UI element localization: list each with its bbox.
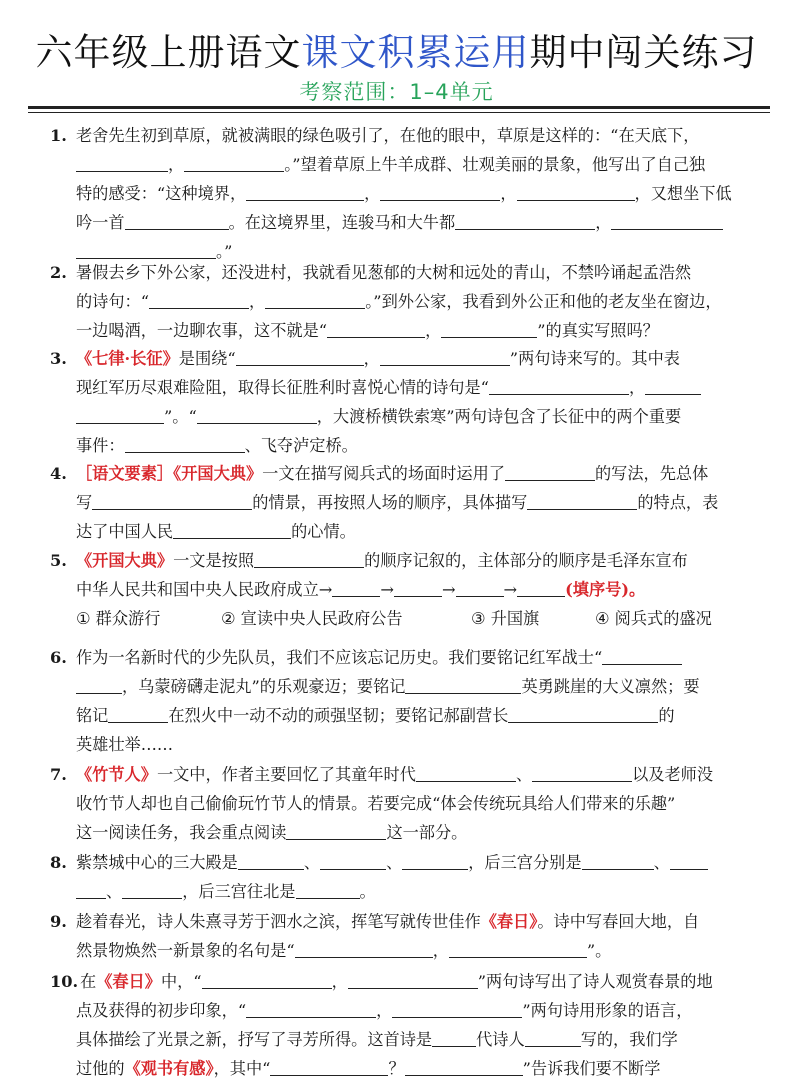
- options-row: [50, 604, 772, 633]
- question-text: ？: [388, 1059, 405, 1078]
- question-text: ，: [363, 349, 380, 368]
- question-text: 收竹节人却也自己偷偷玩竹节人的情景。若要完成“体会传统玩具给人们带来的乐趣”: [76, 794, 676, 813]
- question-text: 。”到外公家，我看到外公正和他的老友坐在窗边，: [365, 292, 722, 311]
- question-1: [50, 121, 772, 266]
- question-text: 、: [106, 882, 123, 901]
- question-text: 一文在描写阅兵式的场面时运用了: [262, 464, 505, 483]
- answer-blank[interactable]: [670, 852, 708, 870]
- question-text: 在烈火中一动不动的顽强坚韧；要铭记郝副营长: [168, 706, 509, 725]
- answer-blank[interactable]: [286, 822, 386, 840]
- question-text: 达了中国人民: [76, 522, 174, 541]
- question-text: 写: [76, 493, 93, 512]
- question-6: [50, 643, 772, 759]
- question-text: 是围绕“: [178, 349, 236, 368]
- question-3: [50, 344, 772, 460]
- question-text: ”告诉我们要不断学: [522, 1059, 661, 1078]
- question-text: 吟一首: [76, 213, 125, 232]
- answer-blank[interactable]: [402, 852, 468, 870]
- answer-blank[interactable]: [456, 579, 504, 597]
- answer-blank[interactable]: [254, 550, 364, 568]
- question-text: 。诗中写春回大地，自: [537, 912, 700, 931]
- answer-blank[interactable]: [645, 377, 701, 395]
- answer-blank[interactable]: [76, 881, 106, 899]
- question-text: 老舍先生初到草原，就被满眼的绿色吸引了，在他的眼中，草原是这样的：“在天底下，: [76, 126, 700, 145]
- question-text: 英勇跳崖的大义凛然；要: [521, 677, 700, 696]
- question-number: 7.: [50, 765, 67, 784]
- title-part-1: 六年级上册语文: [35, 31, 302, 74]
- lesson-title-highlight: ［语文要素］《开国大典》: [76, 464, 263, 483]
- question-text: 一边喝酒，一边聊农事，这不就是“: [76, 321, 328, 340]
- answer-blank[interactable]: [320, 852, 386, 870]
- answer-blank[interactable]: [348, 971, 478, 989]
- question-text: ，: [168, 155, 185, 174]
- question-text: 中，“: [160, 972, 202, 991]
- page-title: [0, 22, 793, 76]
- question-text: ，: [376, 1001, 393, 1020]
- question-text: 的诗句：“: [76, 292, 150, 311]
- answer-blank[interactable]: [238, 852, 304, 870]
- answer-blank[interactable]: [173, 521, 291, 539]
- question-text: 一文中，作者主要回忆了其童年时代: [156, 765, 416, 784]
- question-text: 然景物焕然一新景象的名句是“: [76, 941, 295, 960]
- question-text: 这一阅读任务，我会重点阅读: [76, 823, 287, 842]
- question-text: ，后三宫往北是: [182, 882, 296, 901]
- question-text: ，: [500, 184, 517, 203]
- question-2: [50, 258, 772, 345]
- answer-blank[interactable]: [441, 320, 537, 338]
- answer-blank[interactable]: [270, 1058, 388, 1076]
- answer-blank[interactable]: [92, 492, 252, 510]
- question-text: 具体描绘了光景之新，抒写了寻芳所得。这首诗是: [76, 1030, 433, 1049]
- lesson-title-highlight: 《观书有感》: [124, 1059, 214, 1078]
- arrow-glyph: →: [380, 580, 394, 599]
- answer-blank[interactable]: [332, 579, 380, 597]
- question-text: 、飞夺泸定桥。: [244, 436, 358, 455]
- answer-blank[interactable]: [517, 579, 565, 597]
- lesson-title-highlight: 《七律·长征》: [76, 349, 179, 368]
- option-4: ④ 阅兵式的盛况: [595, 609, 712, 628]
- question-text: ，乌蒙磅礴走泥丸”的乐观豪迈；要铭记: [122, 677, 406, 696]
- title-part-3: 期中闯关练习: [529, 31, 758, 74]
- lesson-title-highlight: 《开国大典》: [76, 551, 174, 570]
- question-5: [50, 546, 772, 633]
- question-text: 的情景，再按照人场的顺序，具体描写: [252, 493, 528, 512]
- question-9: [50, 907, 772, 965]
- answer-blank[interactable]: [394, 579, 442, 597]
- question-text: 紫禁城中心的三大殿是: [76, 853, 238, 872]
- question-text: 趁着春光，诗人朱熹寻芳于泗水之滨，挥笔写就传世佳作: [76, 912, 481, 931]
- title-part-2-highlight: 课文积累运用: [301, 31, 530, 74]
- answer-blank[interactable]: [76, 676, 122, 694]
- question-text: 。”望着草原上牛羊成群、壮观美丽的景象，他写出了自己独: [284, 155, 706, 174]
- option-1: ① 群众游行: [76, 609, 161, 628]
- question-number: 10.: [50, 972, 79, 991]
- answer-blank[interactable]: [392, 1000, 522, 1018]
- answer-blank[interactable]: [455, 212, 595, 230]
- header-rule-thin: [28, 112, 770, 113]
- question-7: [50, 760, 772, 847]
- lesson-title-highlight: 《竹节人》: [76, 765, 157, 784]
- answer-blank[interactable]: [76, 406, 164, 424]
- option-3: ③ 升国旗: [471, 609, 540, 628]
- question-text: 写的，我们学: [580, 1030, 678, 1049]
- question-text: 。: [359, 882, 376, 901]
- answer-blank[interactable]: [508, 705, 658, 723]
- question-number: 8.: [50, 853, 67, 872]
- question-text: ”两句诗写出了诗人观赏春景的地: [477, 972, 713, 991]
- answer-blank[interactable]: [517, 183, 635, 201]
- answer-blank[interactable]: [265, 291, 365, 309]
- question-text: 、: [515, 765, 533, 784]
- answer-blank[interactable]: [122, 881, 182, 899]
- question-text: ”两句诗来写的。其中表: [509, 349, 680, 368]
- question-text: ”。: [586, 941, 612, 960]
- answer-blank[interactable]: [405, 1058, 523, 1076]
- question-text: 代诗人: [476, 1030, 525, 1049]
- answer-blank[interactable]: [527, 492, 637, 510]
- question-text: 点及获得的初步印象，“: [76, 1001, 247, 1020]
- question-number: 4.: [50, 464, 67, 483]
- answer-blank[interactable]: [236, 348, 364, 366]
- answer-blank[interactable]: [125, 435, 245, 453]
- question-text: 一文是按照: [173, 551, 255, 570]
- question-number: 6.: [50, 648, 67, 667]
- lesson-title-highlight: 《春日》: [96, 972, 161, 991]
- question-number: 1.: [50, 126, 67, 145]
- question-text: ”。“: [164, 407, 197, 426]
- lesson-title-highlight: 《春日》: [480, 912, 538, 931]
- answer-blank[interactable]: [149, 291, 249, 309]
- question-text: 中华人民共和国中央人民政府成立→: [76, 580, 333, 599]
- answer-blank[interactable]: [125, 212, 229, 230]
- question-text: 的心情。: [291, 522, 356, 541]
- question-text: ，: [364, 184, 381, 203]
- question-number: 5.: [50, 551, 67, 570]
- question-text: 的写法，先总体: [594, 464, 709, 483]
- answer-blank[interactable]: [108, 705, 168, 723]
- answer-blank[interactable]: [76, 154, 168, 172]
- question-text: 、: [386, 853, 403, 872]
- question-text: 。”: [216, 242, 233, 261]
- question-text: ”两句诗用形象的语言，: [522, 1001, 693, 1020]
- question-text: ，又想坐下低: [634, 184, 732, 203]
- question-text: 过他的: [76, 1059, 125, 1078]
- question-text: 铭记: [76, 706, 109, 725]
- question-text: ，: [595, 213, 612, 232]
- answer-blank[interactable]: [295, 940, 433, 958]
- answer-blank[interactable]: [582, 852, 654, 870]
- header-rule-thick: [28, 106, 770, 109]
- question-text: ，大渡桥横铁索寒”两句诗包含了长征中的两个重要: [316, 407, 682, 426]
- question-text: 的: [658, 706, 675, 725]
- question-8: [50, 848, 772, 906]
- answer-blank[interactable]: [532, 764, 632, 782]
- question-text: 暑假去乡下外公家，还没进村，我就看见葱郁的大树和远处的青山，不禁吟诵起孟浩然: [76, 263, 692, 282]
- question-text: 现红军历尽艰难险阻，取得长征胜利时喜悦心情的诗句是“: [76, 378, 489, 397]
- question-text: ，: [628, 378, 646, 397]
- question-4: [50, 459, 772, 546]
- question-text: 这一部分。: [386, 823, 468, 842]
- question-number: 2.: [50, 263, 67, 282]
- answer-blank[interactable]: [184, 154, 284, 172]
- question-text: ，其中“: [213, 1059, 271, 1078]
- question-number: 9.: [50, 912, 67, 931]
- answer-blank[interactable]: [611, 212, 723, 230]
- question-text: 以及老师没: [632, 765, 714, 784]
- question-text: 作为一名新时代的少先队员，我们不应该忘记历史。我们要铭记红军战士“: [76, 648, 603, 667]
- question-text: ”的真实写照吗？: [537, 321, 659, 340]
- answer-blank[interactable]: [602, 647, 682, 665]
- page-subtitle: 考察范围：1–4单元: [299, 80, 494, 104]
- question-text: 英雄壮举……: [76, 735, 174, 754]
- question-text: 事件：: [76, 436, 125, 455]
- question-text: 在: [80, 972, 97, 991]
- question-text: 的顺序记叙的，主体部分的顺序是毛泽东宣布: [364, 551, 688, 570]
- answer-blank[interactable]: [380, 348, 510, 366]
- answer-blank[interactable]: [197, 406, 317, 424]
- question-text: ，后三宫分别是: [468, 853, 582, 872]
- question-text: 特的感受：“这种境界，: [76, 184, 247, 203]
- question-text: ，: [432, 941, 449, 960]
- question-text: ，: [425, 321, 442, 340]
- answer-blank[interactable]: [525, 1029, 581, 1047]
- arrow-glyph: →: [441, 580, 456, 599]
- question-text: 、: [303, 853, 321, 872]
- instruction-note: (填序号)。: [565, 580, 646, 599]
- answer-blank[interactable]: [76, 241, 216, 259]
- answer-blank[interactable]: [380, 183, 500, 201]
- answer-blank[interactable]: [489, 377, 629, 395]
- option-2: ② 宣读中央人民政府公告: [221, 609, 403, 628]
- answer-blank[interactable]: [296, 881, 360, 899]
- answer-blank[interactable]: [405, 676, 521, 694]
- answer-blank[interactable]: [246, 1000, 376, 1018]
- question-number: 3.: [50, 349, 67, 368]
- question-text: 。在这境界里，连骏马和大牛都: [228, 213, 456, 232]
- arrow-glyph: →: [503, 580, 518, 599]
- answer-blank[interactable]: [505, 463, 595, 481]
- answer-blank[interactable]: [449, 940, 587, 958]
- question-text: ，: [249, 292, 266, 311]
- answer-blank[interactable]: [416, 764, 516, 782]
- question-text: ，: [331, 972, 348, 991]
- answer-blank[interactable]: [327, 320, 425, 338]
- answer-blank[interactable]: [202, 971, 332, 989]
- answer-blank[interactable]: [246, 183, 364, 201]
- question-text: 、: [653, 853, 670, 872]
- question-10: [50, 967, 772, 1083]
- question-text: 的特点，表: [637, 493, 719, 512]
- answer-blank[interactable]: [432, 1029, 476, 1047]
